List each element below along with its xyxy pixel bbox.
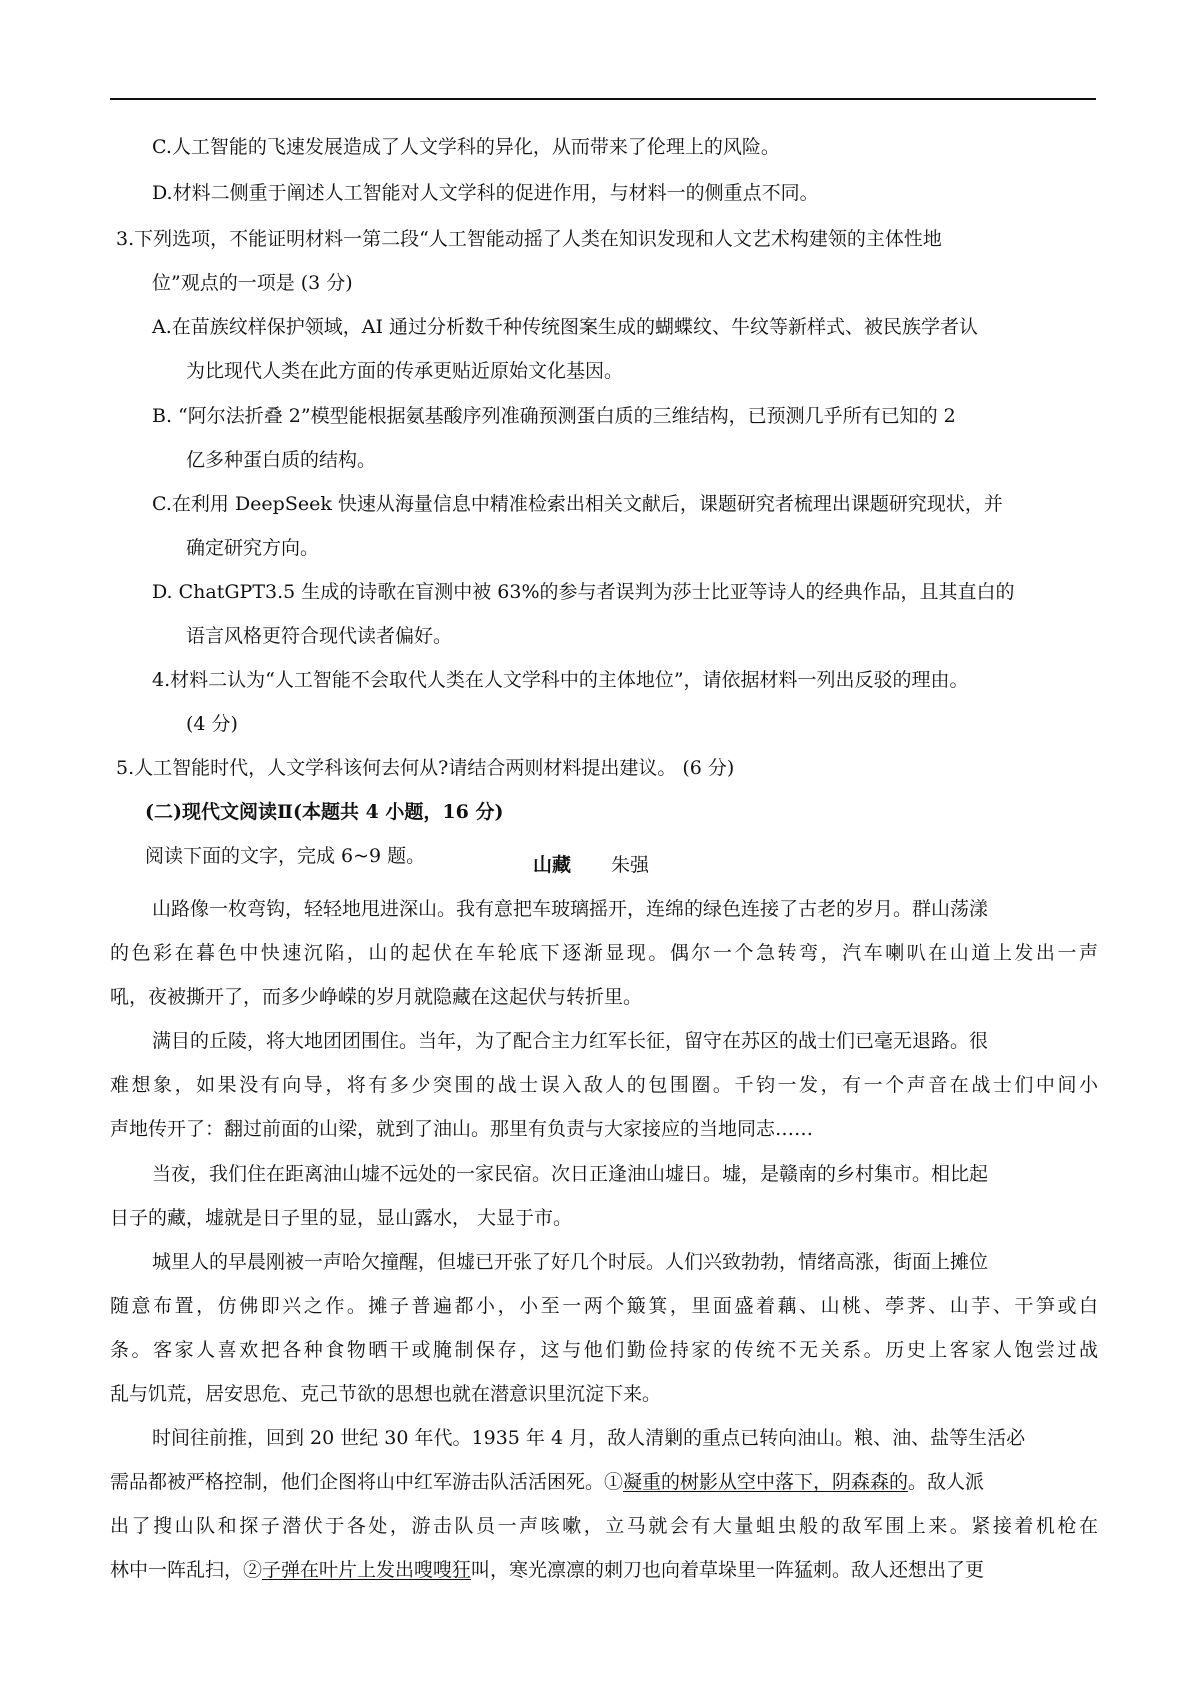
p2-line3: 声地传开了：翻过前面的山梁，就到了油山。那里有负责与大家接应的当地同志…… bbox=[110, 1118, 814, 1140]
q3-option-d-line1: D. ChatGPT3.5 生成的诗歌在盲测中被 63%的参与者误判为莎士比亚等诗人的经典作品，且其直白的 bbox=[152, 581, 1015, 603]
underlined-sentence-1: 凝重的树影从空中落下，阴森森的 bbox=[623, 1471, 909, 1493]
p5-line4 bbox=[110, 1557, 984, 1583]
q4-line2: (4 分) bbox=[186, 713, 238, 735]
p5-line1: 时间往前推，回到 20 世纪 30 年代。1935 年 4 月，敌人清剿的重点已转向油山。粮、油、盐等生活必 bbox=[152, 1427, 1026, 1449]
q3-option-d-line2: 语言风格更符合现代读者偏好。 bbox=[186, 625, 453, 647]
p3-line1: 当夜，我们住在距离油山墟不远处的一家民宿。次日正逢油山墟日。墟，是赣南的乡村集市。相比起 bbox=[152, 1163, 989, 1185]
q3-option-c-line1: C.在利用 DeepSeek 快速从海量信息中精准检索出相关文献后，课题研究者梳理出课题研究现状，并 bbox=[152, 493, 1003, 515]
p4-line4: 乱与饥荒，居安思危、克己节欲的思想也就在潜意识里沉淀下来。 bbox=[110, 1383, 662, 1405]
p4-line2: 随意布置，仿佛即兴之作。摊子普遍都小，小至一两个簸箕，里面盛着藕、山桃、荸荠、山芋、干笋或白 bbox=[110, 1295, 1098, 1317]
p1-line2: 的色彩在暮色中快速沉陷，山的起伏在车轮底下逐渐显现。偶尔一个急转弯，汽车喇叭在山道上发出一声 bbox=[110, 942, 1098, 964]
section2-instruction: 阅读下面的文字，完成 6~9 题。 bbox=[145, 845, 426, 867]
p5-line2 bbox=[110, 1469, 984, 1495]
p2-line1: 满目的丘陵，将大地团团围住。当年，为了配合主力红军长征，留守在苏区的战士们已毫无退路。很 bbox=[152, 1030, 989, 1052]
p3-line2: 日子的藏，墟就是日子里的显，显山露水， 大显于市。 bbox=[110, 1207, 573, 1229]
p5-line2-text-a: 需品都被严格控制，他们企图将山中红军游击队活活困死。① bbox=[110, 1471, 624, 1493]
p1-line1: 山路像一枚弯钩，轻轻地甩进深山。我有意把车玻璃摇开，连绵的绿色连接了古老的岁月。群山荡漾 bbox=[152, 898, 989, 920]
q3-option-a-line2: 为比现代人类在此方面的传承更贴近原始文化基因。 bbox=[186, 360, 624, 382]
article-title: 山藏 bbox=[533, 854, 572, 876]
q3-option-b-line1: B. “阿尔法折叠 2”模型能根据氨基酸序列准确预测蛋白质的三维结构，已预测几乎所有已知的 2 bbox=[152, 405, 956, 427]
q2-option-c: C.人工智能的飞速发展造成了人文学科的异化，从而带来了伦理上的风险。 bbox=[152, 136, 780, 158]
p5-line4-text-a: 林中一阵乱扫，② bbox=[110, 1559, 263, 1581]
q3-stem-line2: 位”观点的一项是 (3 分) bbox=[152, 272, 353, 294]
q3-stem-line1: 3.下列选项，不能证明材料一第二段“人工智能动摇了人类在知识发现和人文艺术构建领的主体性地 bbox=[116, 228, 942, 250]
q5-line1: 5.人工智能时代，人文学科该何去何从?请结合两则材料提出建议。 (6 分) bbox=[116, 757, 735, 779]
p2-line2: 难想象，如果没有向导，将有多少突围的战士误入敌人的包围圈。千钧一发，有一个声音在战士们中间小 bbox=[110, 1074, 1098, 1096]
p1-line3: 吼，夜被撕开了，而多少峥嵘的岁月就隐藏在这起伏与转折里。 bbox=[110, 986, 643, 1008]
p4-line3: 条。客家人喜欢把各种食物晒干或腌制保存，这与他们勤俭持家的传统不无关系。历史上客家人饱尝过战 bbox=[110, 1339, 1098, 1361]
q3-option-a-line1: A.在苗族纹样保护领域，AI 通过分析数千种传统图案生成的蝴蝶纹、牛纹等新样式、被民族学者认 bbox=[152, 316, 979, 338]
q3-option-c-line2: 确定研究方向。 bbox=[186, 537, 320, 559]
header-rule bbox=[110, 98, 1096, 100]
article-title-line bbox=[533, 852, 649, 878]
p5-line3: 出了搜山队和探子潜伏于各处，游击队员一声咳嗽，立马就会有大量蛆虫般的敌军围上来。紧接着机枪在 bbox=[110, 1515, 1098, 1537]
q3-option-b-line2: 亿多种蛋白质的结构。 bbox=[186, 449, 377, 471]
p4-line1: 城里人的早晨刚被一声哈欠撞醒，但墟已开张了好几个时辰。人们兴致勃勃，情绪高涨，街面上摊位 bbox=[152, 1251, 989, 1273]
underlined-sentence-2: 子弹在叶片上发出嗖嗖狂 bbox=[262, 1559, 472, 1581]
q4-line1: 4.材料二认为“人工智能不会取代人类在人文学科中的主体地位”，请依据材料一列出反驳的理由。 bbox=[152, 669, 969, 691]
q2-option-d: D.材料二侧重于阐述人工智能对人文学科的促进作用，与材料一的侧重点不同。 bbox=[152, 182, 819, 204]
p5-line4-text-b: 叫，寒光凛凛的刺刀也向着草垛里一阵猛刺。敌人还想出了更 bbox=[471, 1559, 985, 1581]
section2-heading: (二)现代文阅读Ⅱ(本题共 4 小题，16 分) bbox=[145, 801, 504, 823]
p5-line2-text-b: 。敌人派 bbox=[908, 1471, 985, 1493]
article-author: 朱强 bbox=[611, 854, 650, 876]
